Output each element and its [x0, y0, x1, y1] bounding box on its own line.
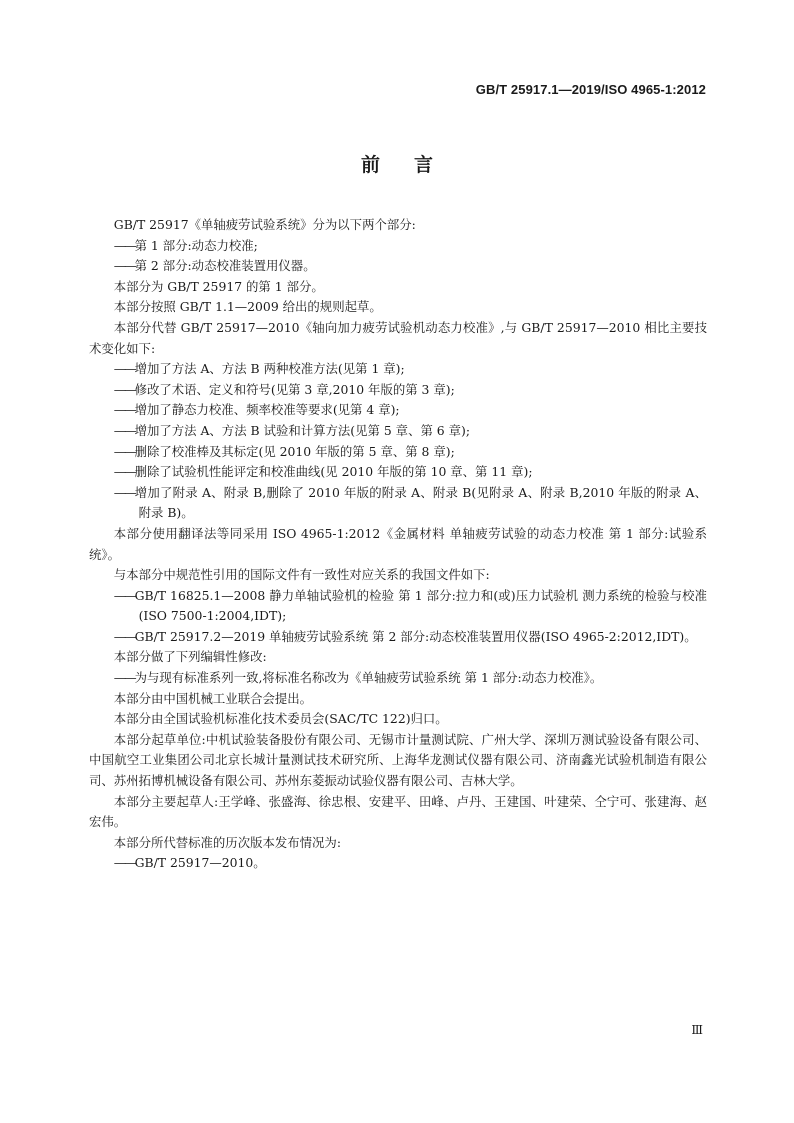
- list-item: [89, 853, 707, 874]
- paragraph-text: 为与现有标准系列一致,将标准名称改为《单轴疲劳试验系统 第 1 部分:动态力校准》。: [134, 670, 603, 686]
- list-dash-marker: ——: [113, 361, 135, 377]
- paragraph: [89, 318, 707, 359]
- list-dash-marker: ——: [113, 587, 135, 603]
- paragraph-text: GB/T 25917—2010。: [134, 855, 266, 871]
- paragraph: [89, 215, 707, 236]
- paragraph-text: 本部分由中国机械工业联合会提出。: [113, 690, 313, 706]
- page-title: 前言: [360, 154, 467, 176]
- paragraph-text: 本部分起草单位:中机试验装备股份有限公司、无锡市计量测试院、广州大学、深圳万测试验设备有限公司、中国航空工业集团公司北京长城计量测试技术研究所、上海华龙测试仪器有限公司、济南鑫光试验机制造有限公司、苏州拓博机械设备有限公司、苏州东菱振动试验仪器有限公司、吉林大学。: [89, 731, 707, 789]
- list-dash-marker: ——: [113, 422, 135, 438]
- list-item: [89, 627, 707, 648]
- list-dash-marker: ——: [113, 628, 135, 644]
- paragraph-text: 增加了方法 A、方法 B 试验和计算方法(见第 5 章、第 6 章);: [134, 422, 471, 438]
- list-item: [89, 586, 707, 627]
- foreword-body: [89, 215, 707, 874]
- paragraph: [89, 730, 707, 792]
- paragraph-text: GB/T 25917《单轴疲劳试验系统》分为以下两个部分:: [113, 217, 416, 232]
- paragraph-text: 本部分由全国试验机标准化技术委员会(SAC/TC 122)归口。: [113, 711, 448, 727]
- list-item: [89, 462, 707, 483]
- paragraph: [89, 709, 707, 730]
- paragraph-text: 第 2 部分:动态校准装置用仪器。: [134, 258, 316, 274]
- paragraph-text: GB/T 16825.1—2008 静力单轴试验机的检验 第 1 部分:拉力和(或)压力试验机 测力系统的检验与校准(ISO 7500-1:2004,IDT);: [134, 587, 707, 624]
- list-item: [89, 236, 707, 257]
- paragraph-text: 本部分所代替标准的历次版本发布情况为:: [113, 834, 342, 850]
- paragraph: [89, 297, 707, 318]
- paragraph-text: 删除了校准棒及其标定(见 2010 年版的第 5 章、第 8 章);: [134, 443, 455, 459]
- list-dash-marker: ——: [113, 670, 135, 686]
- list-dash-marker: ——: [113, 402, 135, 418]
- list-dash-marker: ——: [113, 464, 135, 480]
- paragraph: [89, 565, 707, 586]
- list-item: [89, 380, 707, 401]
- paragraph-text: 删除了试验机性能评定和校准曲线(见 2010 年版的第 10 章、第 11 章);: [134, 464, 533, 480]
- paragraph: [89, 833, 707, 854]
- paragraph-text: 本部分使用翻译法等同采用 ISO 4965-1:2012《金属材料 单轴疲劳试验的动态力校准 第 1 部分:试验系统》。: [89, 525, 707, 562]
- paragraph-text: 修改了术语、定义和符号(见第 3 章,2010 年版的第 3 章);: [134, 381, 455, 397]
- paragraph: [89, 647, 707, 668]
- list-dash-marker: ——: [113, 855, 135, 871]
- list-dash-marker: ——: [113, 237, 135, 253]
- list-dash-marker: ——: [113, 443, 135, 459]
- paragraph-text: 第 1 部分:动态力校准;: [134, 237, 258, 253]
- list-item: [89, 256, 707, 277]
- list-item: [89, 483, 707, 524]
- paragraph-text: 增加了附录 A、附录 B,删除了 2010 年版的附录 A、附录 B(见附录 A、附录 B,2010 年版的附录 A、附录 B)。: [134, 484, 707, 521]
- list-dash-marker: ——: [113, 258, 135, 274]
- paragraph-text: GB/T 25917.2—2019 单轴疲劳试验系统 第 2 部分:动态校准装置用仪器(ISO 4965-2:2012,IDT)。: [134, 628, 697, 644]
- list-item: [89, 359, 707, 380]
- paragraph-text: 本部分主要起草人:王学峰、张盛海、徐忠根、安建平、田峰、卢丹、王建国、叶建荣、仝宁可、张建海、赵宏伟。: [89, 793, 707, 830]
- paragraph: [89, 792, 707, 833]
- list-item: [89, 400, 707, 421]
- paragraph-text: 增加了静态力校准、频率校准等要求(见第 4 章);: [134, 402, 400, 418]
- paragraph-text: 增加了方法 A、方法 B 两种校准方法(见第 1 章);: [134, 361, 405, 377]
- header-standard-code: GB/T 25917.1—2019/ISO 4965-1:2012: [475, 82, 706, 97]
- list-item: [89, 442, 707, 463]
- list-item: [89, 421, 707, 442]
- list-dash-marker: ——: [113, 484, 135, 500]
- page-number: Ⅲ: [691, 1023, 703, 1037]
- paragraph-text: 与本部分中规范性引用的国际文件有一致性对应关系的我国文件如下:: [113, 567, 490, 583]
- list-item: [89, 668, 707, 689]
- paragraph: [89, 689, 707, 710]
- paragraph-text: 本部分代替 GB/T 25917—2010《轴向加力疲劳试验机动态力校准》,与 GB/T 25917—2010 相比主要技术变化如下:: [89, 319, 707, 356]
- paragraph: [89, 524, 707, 565]
- paragraph-text: 本部分按照 GB/T 1.1—2009 给出的规则起草。: [113, 299, 382, 315]
- paragraph-text: 本部分为 GB/T 25917 的第 1 部分。: [113, 278, 324, 294]
- list-dash-marker: ——: [113, 381, 135, 397]
- paragraph: [89, 277, 707, 298]
- paragraph-text: 本部分做了下列编辑性修改:: [113, 649, 267, 665]
